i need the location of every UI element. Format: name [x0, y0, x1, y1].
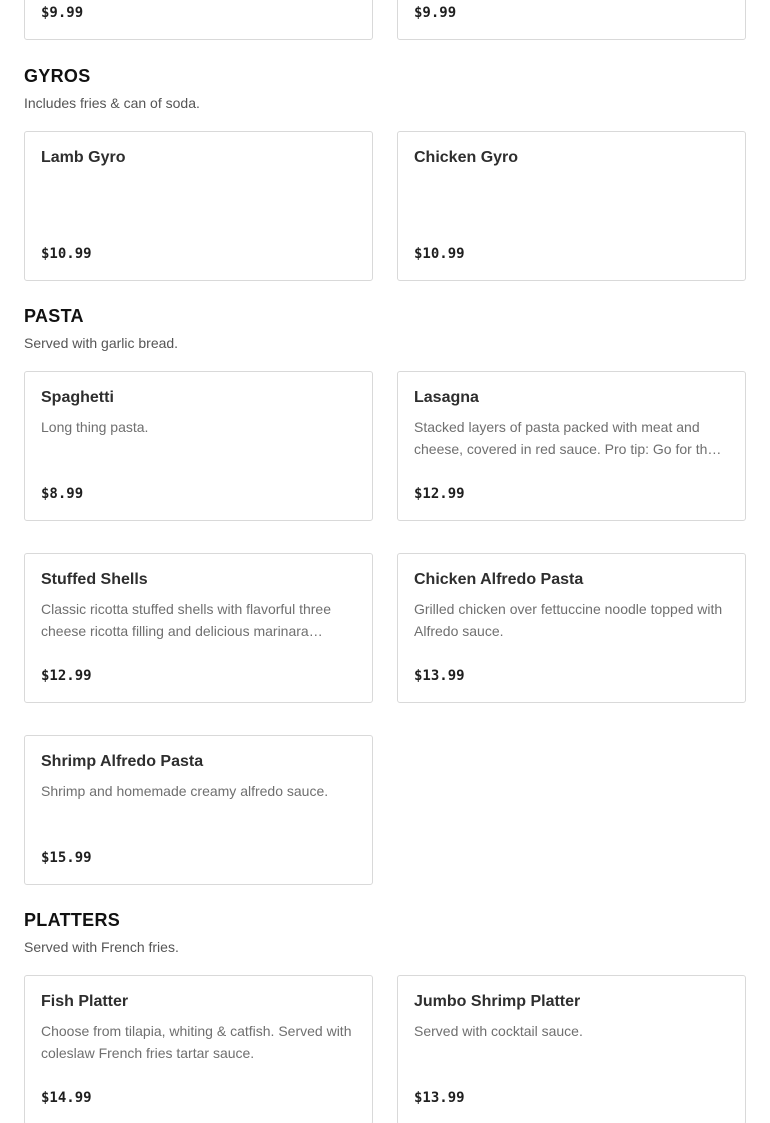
item-price: $9.99 — [414, 5, 457, 21]
item-price: $8.99 — [41, 486, 84, 502]
menu-item-card-lasagna[interactable] — [397, 371, 746, 521]
menu-item-card-jumbo-shrimp-platter[interactable] — [397, 975, 746, 1123]
item-price: $13.99 — [414, 1090, 465, 1106]
item-description: Shrimp and homemade creamy alfredo sauce. — [41, 783, 329, 799]
item-name: Chicken Gyro — [414, 149, 519, 166]
item-description: Stacked layers of pasta packed with meat and cheese, covered in red sauce. Pro tip: Go for th… — [414, 419, 722, 457]
section-title-platters: PLATTERS — [24, 910, 121, 930]
item-description: Grilled chicken over fettuccine noodle topped with Alfredo sauce. — [414, 601, 723, 639]
menu-item-card[interactable] — [397, 0, 746, 40]
item-price: $10.99 — [414, 246, 465, 262]
item-name: Chicken Alfredo Pasta — [414, 571, 584, 588]
item-name: Jumbo Shrimp Platter — [414, 993, 581, 1010]
item-description: Long thing pasta. — [41, 419, 149, 435]
section-subtitle-pasta: Served with garlic bread. — [24, 335, 179, 351]
item-price: $13.99 — [414, 668, 465, 684]
section-subtitle-platters: Served with French fries. — [24, 939, 179, 955]
menu-item-card-stuffed-shells[interactable] — [24, 553, 373, 703]
item-name: Lamb Gyro — [41, 149, 126, 166]
menu-item-card-shrimp-alfredo-pasta[interactable] — [24, 735, 373, 885]
item-price: $14.99 — [41, 1090, 92, 1106]
item-name: Spaghetti — [41, 389, 114, 406]
item-description: Classic ricotta stuffed shells with flavorful three cheese ricotta filling and delicious marinara… — [41, 601, 331, 639]
item-name: Lasagna — [414, 389, 479, 406]
section-title-pasta: PASTA — [24, 306, 84, 326]
menu-item-card-lamb-gyro[interactable] — [24, 131, 373, 281]
item-description: Choose from tilapia, whiting & catfish. Served with coleslaw French fries tartar sauce. — [41, 1023, 352, 1061]
item-price: $9.99 — [41, 5, 84, 21]
section-subtitle-gyros: Includes fries & can of soda. — [24, 95, 200, 111]
menu-item-card[interactable] — [24, 0, 373, 40]
menu-item-card-chicken-gyro[interactable] — [397, 131, 746, 281]
menu-item-card-chicken-alfredo-pasta[interactable] — [397, 553, 746, 703]
item-name: Stuffed Shells — [41, 571, 148, 588]
item-price: $15.99 — [41, 850, 92, 866]
item-description: Served with cocktail sauce. — [414, 1023, 583, 1039]
section-title-gyros: GYROS — [24, 66, 91, 86]
item-price: $10.99 — [41, 246, 92, 262]
item-name: Shrimp Alfredo Pasta — [41, 753, 204, 770]
item-name: Fish Platter — [41, 993, 129, 1010]
menu-item-card-spaghetti[interactable] — [24, 371, 373, 521]
menu-item-card-fish-platter[interactable] — [24, 975, 373, 1123]
item-price: $12.99 — [414, 486, 465, 502]
item-price: $12.99 — [41, 668, 92, 684]
